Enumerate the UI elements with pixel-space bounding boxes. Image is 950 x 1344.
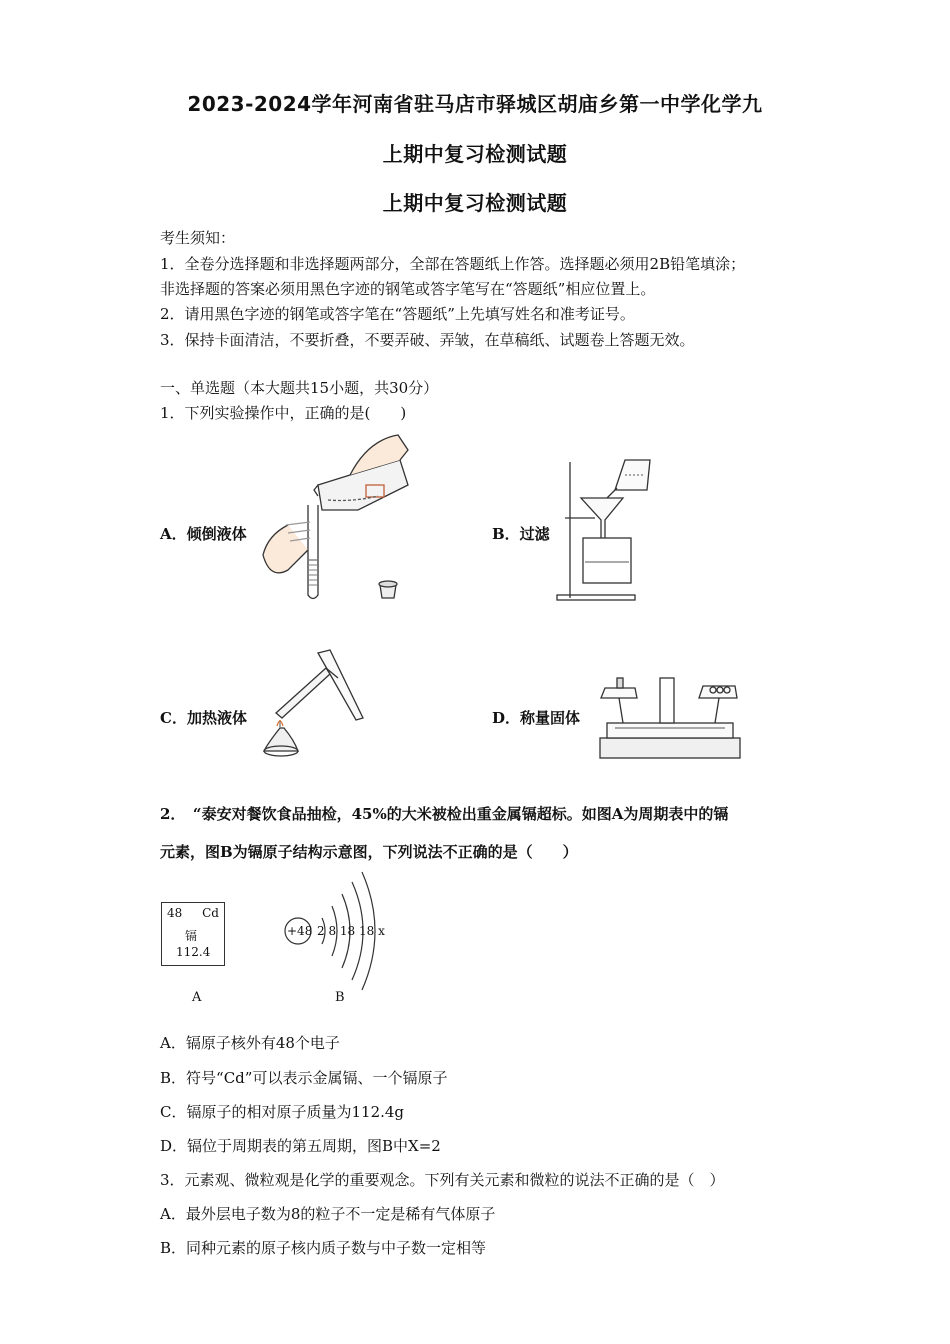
notice-item-3: 3．保持卡面清洁，不要折叠，不要弄破、弄皱，在草稿纸、试题卷上答题无效。 [160,331,695,349]
notice-item-2: 2．请用黑色字迹的钢笔或答字笔在“答题纸”上先填写姓名和准考证号。 [160,305,635,323]
exam-title-line2: 上期中复习检测试题 [382,142,568,166]
question-3-stem: 3．元素观、微粒观是化学的重要观念。下列有关元素和微粒的说法不正确的是（ ） [160,1171,725,1189]
atomic-mass: 112.4 [176,945,211,959]
question-2-stem-line1: 2． “泰安对餐饮食品抽检，45%的大米被检出重金属镉超标。如图A为周期表中的镉 [160,805,729,823]
q1-option-d: D．称量固体 [492,709,581,727]
exam-title-line3: 上期中复习检测试题 [382,191,568,215]
element-name: 镉 [185,929,198,943]
q2-option-a: A．镉原子核外有48个电子 [160,1034,340,1052]
question-2-stem-line2: 元素，图B为镉原子结构示意图，下列说法不正确的是（ ） [160,843,578,861]
atomic-number: 48 [167,906,183,920]
electron-shells: 2 8 18 18 x [317,924,385,938]
nucleus-charge: +48 [287,924,313,938]
notice-item-1a: 1．全卷分选择题和非选择题两部分，全部在答题纸上作答。选择题必须用2B铅笔填涂； [160,255,746,273]
exam-title-line1: 2023-2024学年河南省驻马店市驿城区胡庙乡第一中学化学九 [187,92,763,116]
section-heading: 一、单选题（本大题共15小题，共30分） [160,379,439,397]
notice-heading: 考生须知： [160,229,236,247]
figure-a-label: A [192,990,202,1005]
q1-option-a: A．倾倒液体 [160,525,247,543]
element-symbol: Cd [202,906,219,920]
balance-figure [595,668,745,763]
periodic-cell-figure-a [161,902,225,966]
question-1-stem: 1．下列实验操作中，正确的是( ) [160,404,407,422]
q2-option-c: C．镉原子的相对原子质量为112.4g [160,1103,405,1121]
figure-b-label: B [335,990,345,1005]
q2-option-b: B．符号“Cd”可以表示金属镉、一个镉原子 [160,1069,448,1087]
q1-option-c: C．加热液体 [160,709,247,727]
filtration-figure [555,450,665,605]
pouring-liquid-figure [258,430,418,610]
notice-item-1b: 非选择题的答案必须用黑色字迹的钢笔或答字笔写在“答题纸”相应位置上。 [160,280,656,298]
q3-option-b: B．同种元素的原子核内质子数与中子数一定相等 [160,1239,487,1257]
q3-option-a: A．最外层电子数为8的粒子不一定是稀有气体原子 [160,1205,496,1223]
q1-option-b: B．过滤 [492,525,550,543]
q2-option-d: D．镉位于周期表的第五周期，图B中X=2 [160,1137,441,1155]
heating-liquid-figure [258,648,368,763]
